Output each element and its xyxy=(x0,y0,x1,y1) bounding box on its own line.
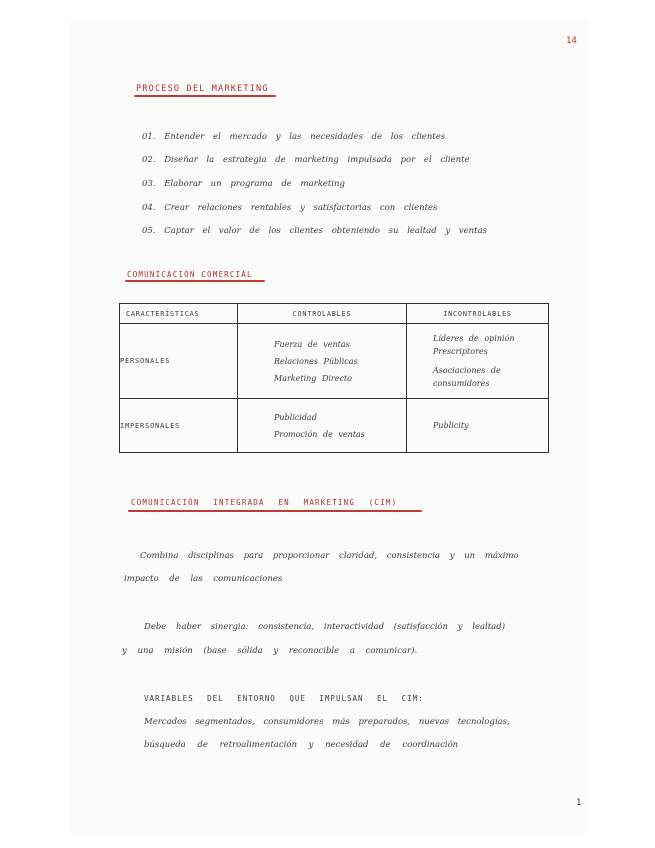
title-underline xyxy=(128,510,422,512)
incontrolable-item: consumidores xyxy=(433,379,490,388)
variables-line: Mercados segmentados, consumidores más preparados, nuevas tecnologías, xyxy=(144,717,510,727)
incontrolable-item: Prescriptores xyxy=(433,347,488,356)
footer-number: 1 xyxy=(576,798,582,808)
cim-paragraph-line: Debe haber sinergia: consistencia, interactividad (satisfacción y lealtad) xyxy=(144,622,506,632)
process-step: 02. Diseñar la estrategia de marketing impulsada por el cliente xyxy=(142,155,470,165)
incontrolable-item: Asociaciones de xyxy=(433,366,501,375)
incontrolables-cell xyxy=(407,324,549,399)
controlable-item: Promoción de ventas xyxy=(274,429,365,439)
incontrolable-item: Líderes de opinión xyxy=(433,334,515,343)
variables-title: VARIABLES DEL ENTORNO QUE IMPULSAN EL CIM: xyxy=(144,694,424,703)
row-label-impersonales: IMPERSONALES xyxy=(120,399,238,453)
incontrolable-item: Publicity xyxy=(433,421,469,430)
controlables-cell xyxy=(238,399,407,453)
controlable-item: Fuerza de ventas xyxy=(274,339,350,349)
process-step: 04. Crear relaciones rentables y satisfactorias con clientes xyxy=(142,203,438,213)
controlables-cell xyxy=(238,324,407,399)
section-title-comunicacion: COMUNICACIÓN COMERCIAL xyxy=(127,270,253,279)
header-incontrolables: INCONTROLABLES xyxy=(407,304,549,324)
process-step: 05. Captar el valor de los clientes obteniendo su lealtad y ventas xyxy=(142,226,488,236)
cim-paragraph-line: Combina disciplinas para proporcionar claridad, consistencia y un máximo xyxy=(140,551,519,561)
communication-table xyxy=(119,303,549,453)
controlable-item: Marketing Directo xyxy=(274,373,352,383)
process-step: 03. Elaborar un programa de marketing xyxy=(142,179,345,189)
process-step: 01. Entender el mercado y las necesidades de los clientes xyxy=(142,132,446,142)
controlable-item: Publicidad xyxy=(274,412,317,422)
title-underline xyxy=(125,280,265,282)
incontrolables-cell xyxy=(407,399,549,453)
controlable-item: Relaciones Públicas xyxy=(274,356,358,366)
page-number: 14 xyxy=(566,36,577,46)
title-underline xyxy=(134,95,276,97)
cim-paragraph-line: y una misión (base sólida y reconocible a comunicar). xyxy=(122,646,418,656)
section-title-proceso: PROCESO DEL MARKETING xyxy=(136,84,269,94)
row-label-personales: PERSONALES xyxy=(120,324,238,399)
section-title-cim: COMUNICACIÓN INTEGRADA EN MARKETING (CIM) xyxy=(131,498,398,507)
header-caracteristicas: CARACTERÍSTICAS xyxy=(120,304,238,324)
header-controlables: CONTROLABLES xyxy=(238,304,407,324)
cim-paragraph-line: impacto de las comunicaciones xyxy=(124,574,283,584)
variables-line: búsqueda de retroalimentación y necesidad de coordinación xyxy=(144,740,459,750)
